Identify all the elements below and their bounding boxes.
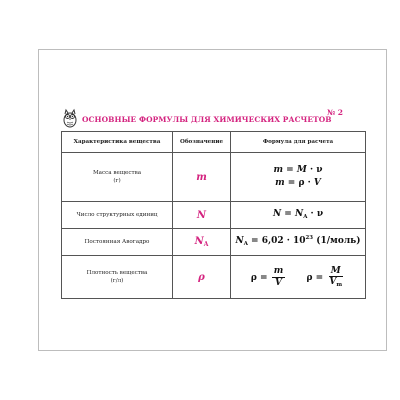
description-text: Масса вещества bbox=[92, 170, 142, 177]
table-header-row bbox=[62, 132, 366, 153]
description-text: Плотность вещества bbox=[86, 269, 148, 276]
formula-line: m = ρ · V bbox=[275, 178, 321, 189]
table-row bbox=[62, 153, 366, 202]
formula-table bbox=[61, 131, 366, 299]
formula-line: $N_A = 6,02 \cdot 10^{23}$ (1/моль) bbox=[235, 235, 361, 248]
table-row bbox=[62, 202, 366, 229]
row-symbol: $N_A$ bbox=[173, 229, 231, 256]
description-unit: (г) bbox=[113, 178, 121, 185]
row-description bbox=[62, 256, 173, 299]
row-formula bbox=[231, 202, 366, 229]
row-symbol: ρ bbox=[173, 256, 231, 299]
table-row bbox=[62, 256, 366, 299]
poster-number: № 2 bbox=[327, 108, 343, 117]
formula-line: m = M · ν bbox=[273, 165, 323, 176]
row-symbol: N bbox=[173, 202, 231, 229]
header-characteristic: Характеристика вещества bbox=[62, 132, 173, 153]
header-formula: Формула для расчета bbox=[231, 132, 366, 153]
poster-title: ОСНОВНЫЕ ФОРМУЛЫ ДЛЯ ХИМИЧЕСКИХ РАСЧЕТОВ bbox=[82, 115, 332, 124]
owl-icon bbox=[62, 108, 78, 128]
formula-line: $N = N_A \cdot \nu$ bbox=[272, 209, 324, 221]
formula-density-2: ρ = $\frac{M}{V_m}$ bbox=[306, 265, 343, 289]
formula-density-1: ρ = $\frac{m}{V}$ bbox=[250, 266, 284, 288]
row-description bbox=[62, 202, 173, 229]
row-formula bbox=[231, 229, 366, 256]
row-description bbox=[62, 153, 173, 202]
description-text: Число структурных единиц bbox=[76, 212, 158, 219]
description-text: Постоянная Авогадро bbox=[84, 239, 150, 246]
row-symbol: m bbox=[173, 153, 231, 202]
description-unit: (г/л) bbox=[110, 278, 124, 285]
row-formula bbox=[231, 153, 366, 202]
row-description bbox=[62, 229, 173, 256]
row-formula bbox=[231, 256, 366, 299]
header-symbol: Обозначение bbox=[173, 132, 231, 153]
table-row bbox=[62, 229, 366, 256]
